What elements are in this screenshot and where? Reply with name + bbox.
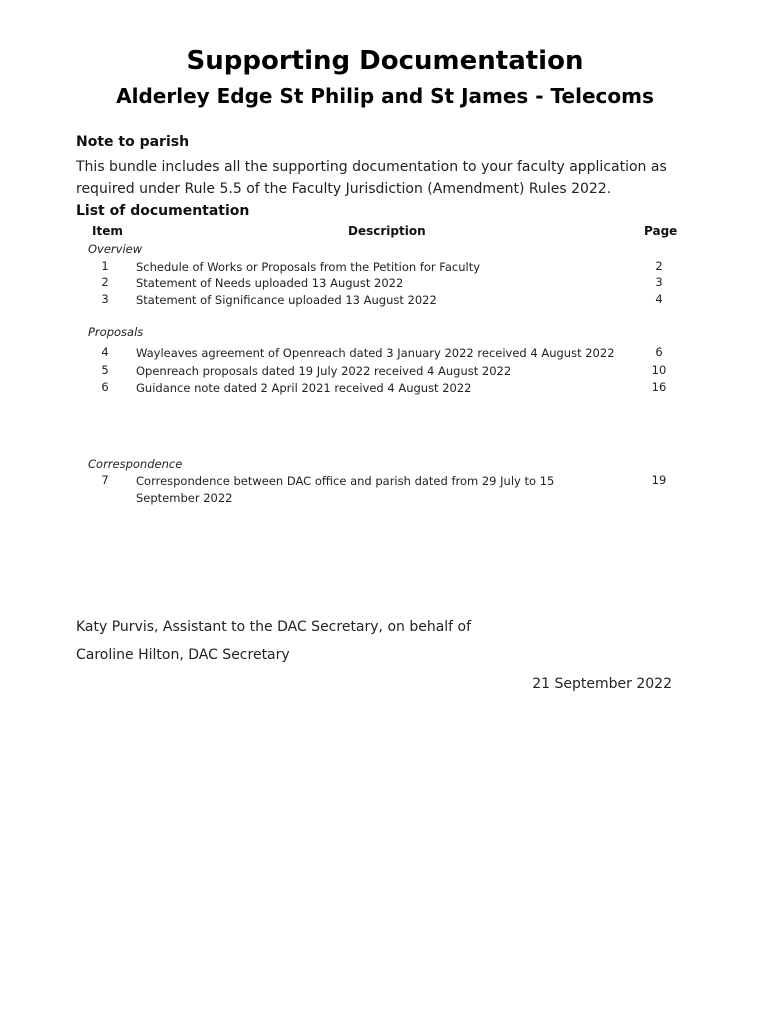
signature-date: 21 September 2022	[532, 676, 672, 692]
row-item-number: 4	[101, 345, 109, 359]
row-description: Openreach proposals dated 19 July 2022 received 4 August 2022	[136, 364, 512, 378]
row-page: 4	[655, 292, 663, 306]
row-description: Correspondence between DAC office and parish dated from 29 July to 15 September 2022	[136, 474, 555, 505]
section-label-overview: Overview	[88, 242, 143, 256]
row-description: Wayleaves agreement of Openreach dated 3 January 2022 received 4 August 2022	[136, 346, 615, 360]
section-label-correspondence: Correspondence	[88, 457, 183, 471]
row-item-number: 7	[101, 473, 109, 487]
column-header-description: Description	[348, 224, 426, 238]
row-item-number: 1	[101, 259, 109, 273]
document-title: Supporting Documentation	[186, 46, 584, 76]
row-description: Statement of Needs uploaded 13 August 2022	[136, 276, 404, 290]
row-description: Guidance note dated 2 April 2021 received 4 August 2022	[136, 381, 472, 395]
signature-line-2: Caroline Hilton, DAC Secretary	[76, 647, 290, 663]
row-item-number: 5	[101, 363, 109, 377]
row-item-number: 2	[101, 275, 109, 289]
section-label-proposals: Proposals	[88, 325, 144, 339]
column-header-page: Page	[644, 224, 678, 238]
note-body: This bundle includes all the supporting documentation to your faculty application as required under Rule 5.5 of the Faculty Jurisdiction (Amendment) Rules 2022.	[76, 159, 667, 197]
note-heading: Note to parish	[76, 134, 190, 150]
signature-line-1: Katy Purvis, Assistant to the DAC Secretary, on behalf of	[76, 619, 472, 635]
row-description: Schedule of Works or Proposals from the Petition for Faculty	[136, 260, 481, 274]
document-subtitle: Alderley Edge St Philip and St James - Telecoms	[116, 84, 654, 108]
row-description: Statement of Significance uploaded 13 August 2022	[136, 293, 437, 307]
row-item-number: 3	[101, 292, 109, 306]
row-item-number: 6	[101, 380, 109, 394]
row-page: 2	[655, 259, 663, 273]
row-page: 10	[651, 363, 667, 377]
row-page: 19	[651, 473, 667, 487]
row-page: 16	[651, 380, 667, 394]
column-header-item: Item	[92, 224, 123, 238]
row-page: 3	[655, 275, 663, 289]
row-page: 6	[655, 345, 663, 359]
list-heading: List of documentation	[76, 203, 250, 219]
